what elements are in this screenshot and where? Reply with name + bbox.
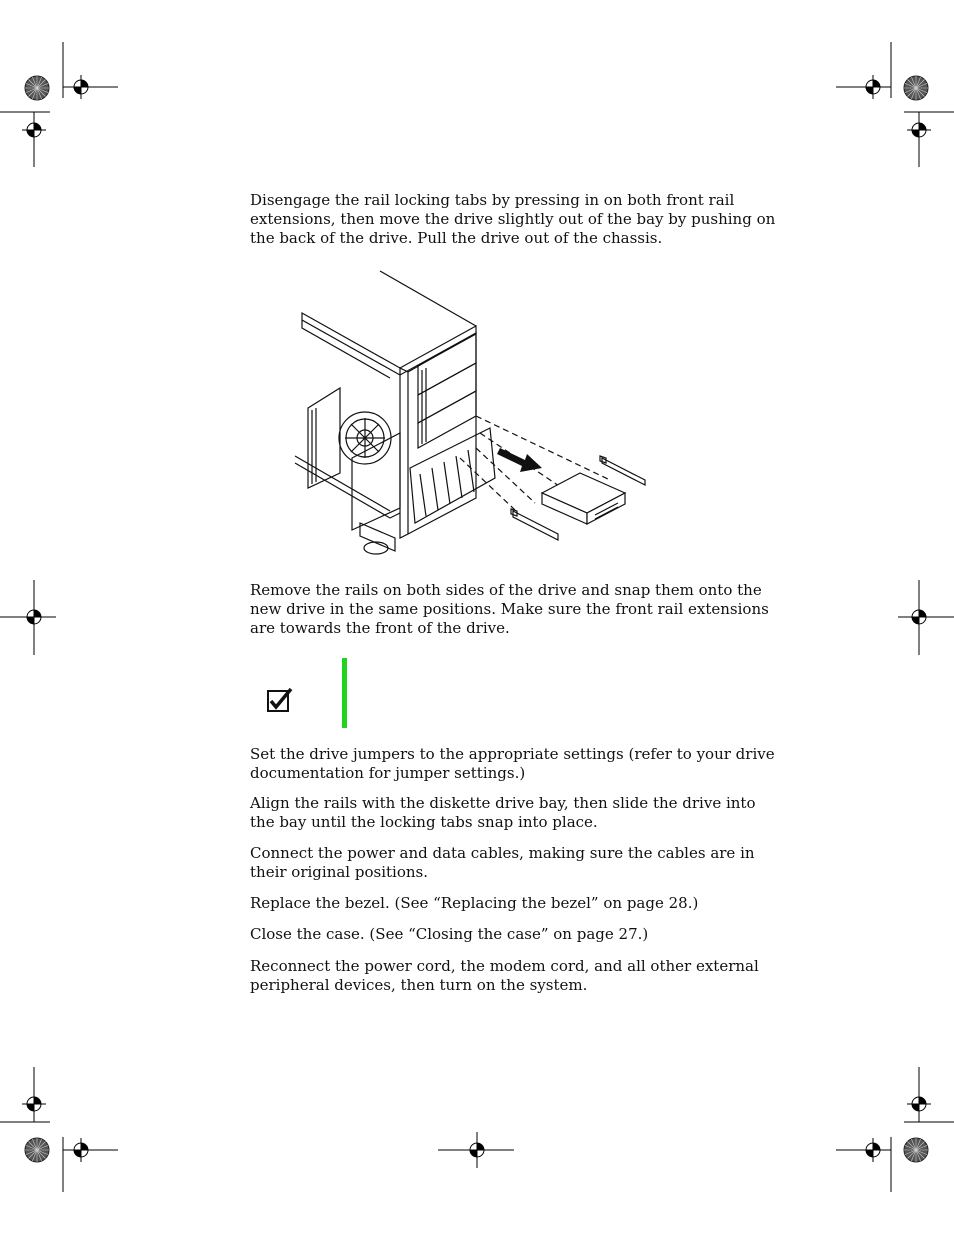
drive-removal-illustration bbox=[290, 268, 660, 563]
instruction-paragraph: Remove the rails on both sides of the drive and snap them onto the new drive in the same positions. Make sure the front rail extensions are towards the front of the drive. bbox=[250, 581, 769, 637]
instruction-paragraph: Connect the power and data cables, making sure the cables are in their original positions. bbox=[250, 844, 755, 881]
checkmark-note-icon bbox=[267, 688, 295, 718]
instruction-paragraph: Align the rails with the diskette drive bay, then slide the drive into the bay until the locking tabs snap into place. bbox=[250, 794, 756, 831]
instruction-paragraph: Disengage the rail locking tabs by pressing in on both front rail extensions, then move the drive slightly out of the bay by pushing on the back of the drive. Pull the drive out of the chassis. bbox=[250, 191, 776, 247]
instruction-paragraph: Set the drive jumpers to the appropriate settings (refer to your drive documentation for jumper settings.) bbox=[250, 745, 775, 782]
note-divider-bar bbox=[342, 658, 347, 728]
instruction-paragraph: Reconnect the power cord, the modem cord, and all other external peripheral devices, then turn on the system. bbox=[250, 957, 759, 994]
instruction-paragraph: Replace the bezel. (See “Replacing the bezel” on page 28.) bbox=[250, 894, 699, 912]
instruction-paragraph: Close the case. (See “Closing the case” on page 27.) bbox=[250, 925, 649, 943]
